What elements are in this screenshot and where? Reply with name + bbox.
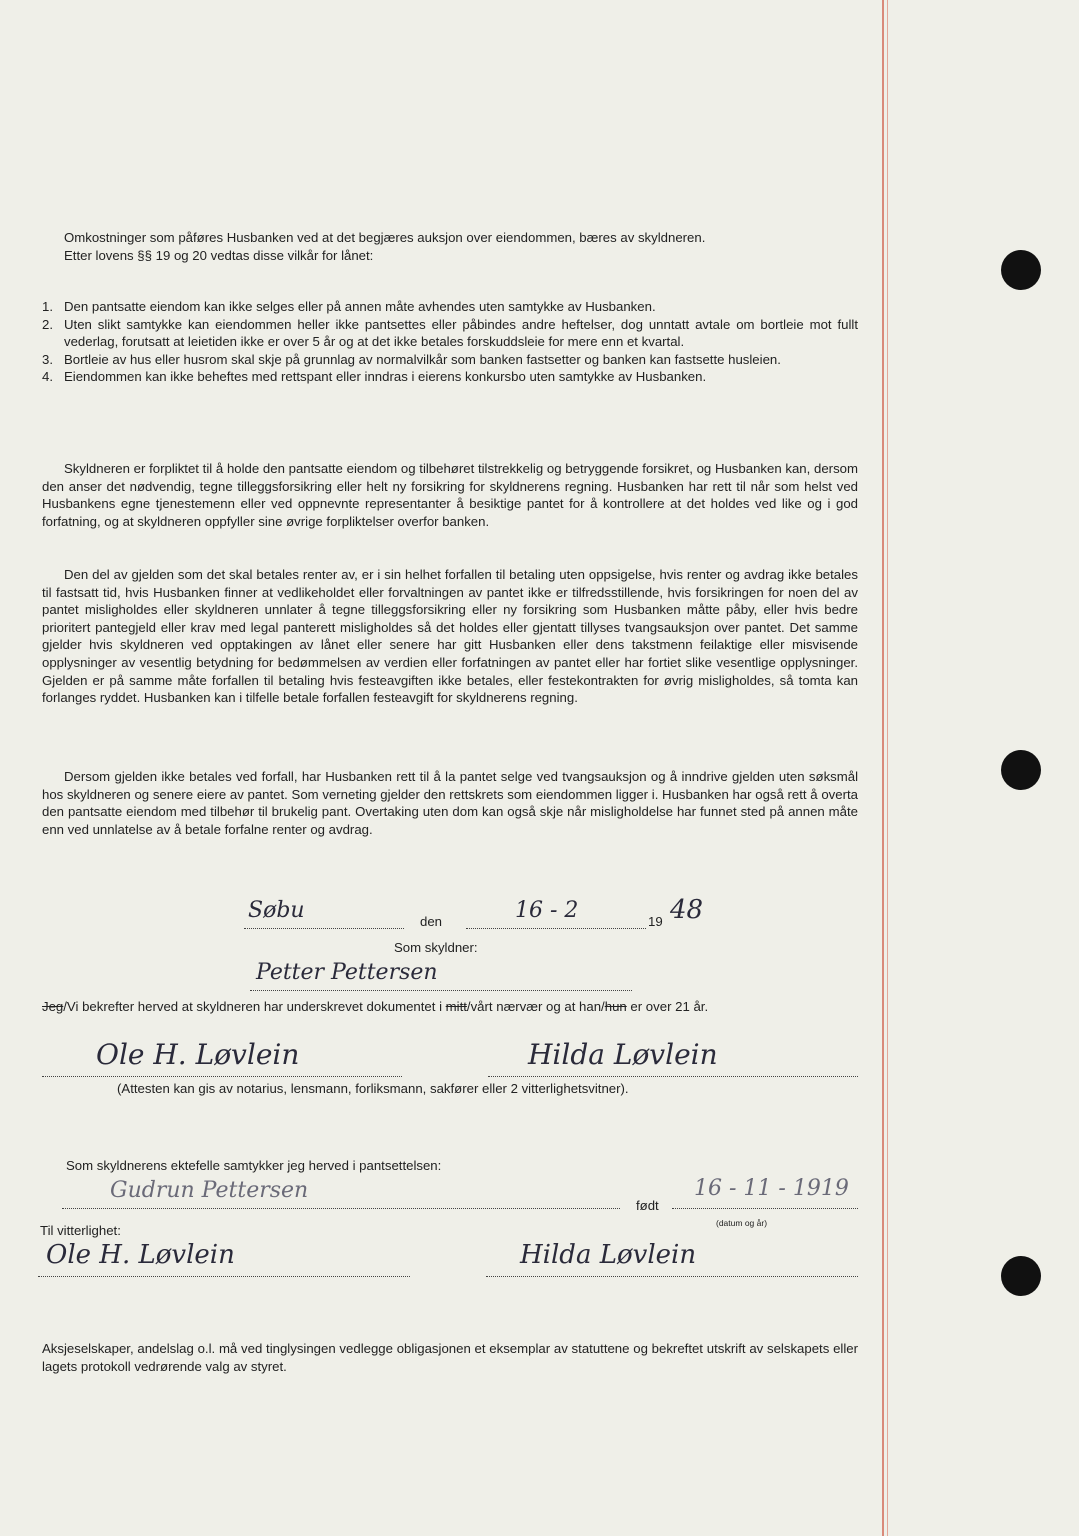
punch-hole-middle [1001,750,1041,790]
footer-note: Aksjeselskaper, andelslag o.l. må ved tinglysingen vedlegge obligasjonen et eksemplar av statuttene og bekreftet utskrift av selskapets eller lagets protokoll vedrørende valg av styret. [42,1341,858,1374]
list-item: 2. Uten slikt samtykke kan eiendommen heller ikke pantsettes eller påbindes andre heftelser, dog unntatt avtale om bortleie mot fullt vederlag, forutsatt at leietiden ikke er over 5 år og at det ikke betales forskuddsleie for mere enn et kvartal. [42,316,858,350]
footer-note-block [42,1340,858,1375]
witness-signature-2a: Ole H. Løvlein [46,1240,235,1270]
datum-note: (datum og år) [716,1218,768,1228]
attest-note: (Attesten kan gis av notarius, lensmann, forliksmann, sakfører eller 2 vitterlighetsvitner). [117,1081,629,1096]
fodt-handwritten: 16 - 11 - 1919 [694,1176,849,1201]
skyldner-label: Som skyldner: [394,940,478,955]
mitt-struck: mitt [445,999,467,1014]
witness-signature-2b: Hilda Løvlein [520,1240,697,1270]
skyldner-signature: Petter Pettersen [256,960,438,985]
fodt-label: født [636,1198,659,1213]
conditions-list [42,298,858,386]
paragraph-intro: Omkostninger som påføres Husbanken ved at det begjæres auksjon over eiendommen, bæres av skyldneren. [64,230,706,245]
punch-hole-top [1001,250,1041,290]
paragraph-forfallen-block [42,566,858,707]
hun-struck: hun [604,999,627,1014]
year-prefix: 19 [648,914,663,929]
witness-dotted-line-1a [42,1076,402,1077]
paragraph-tvang: Dersom gjelden ikke betales ved forfall, har Husbanken rett til å la pantet selge ved tvangsauksjon og å inndrive gjelden uten søksmål hos skyldneren og senere eiere av pantet. Som verneting gjelder den rettskrets som eiendommen ligger i. Husbanken har også rett å overta den pantsatte eiendom med tilbehør til brukelig pant. Overtaking uten dom kan også skje når misligholdelse har funnet sted på annen måte enn ved unnlatelse av å betale forfalne renter og avdrag. [42,769,858,837]
skyldner-dotted-line [250,990,632,991]
paragraph-vilkar: Etter lovens §§ 19 og 20 vedtas disse vilkår for lånet: [64,247,374,263]
list-item: 4. Eiendommen kan ikke beheftes med rettspant eller inndras i eierens konkursbo uten samtykke av Husbanken. [42,369,707,385]
witness-dotted-line-2b [486,1276,858,1277]
punch-hole-bottom [1001,1256,1041,1296]
date-dotted-line [466,928,646,929]
margin-rule-secondary [887,0,888,1536]
ektefelle-label: Som skyldnerens ektefelle samtykker jeg herved i pantsettelsen: [66,1158,442,1173]
witness-dotted-line-2a [38,1276,410,1277]
date-handwritten: 16 - 2 [515,898,579,923]
list-item: 1. Den pantsatte eiendom kan ikke selges eller på annen måte avhendes uten samtykke av Husbanken. [42,299,656,314]
fodt-dotted-line [672,1208,858,1209]
witness-dotted-line-1b [488,1076,858,1077]
year-handwritten: 48 [670,895,704,925]
den-label: den [420,914,443,929]
paragraph-forfallen: Den del av gjelden som det skal betales renter av, er i sin helhet forfallen til betaling uten oppsigelse, hvis renter og avdrag ikke betales til fastsatt tid, hvis Husbanken finner at vedlikeholdet eller forvaltningen av pantet ikke er tilfredsstillende, hvis forsikringen for noen del av pantet misligholdes eller skyldneren unnlater å tegne tilleggsforsikring eller ny forsikring som Husbanken måtte påby, eller hvis bedre prioritert pantegjeld eller krav med legal panterett misligholdes så det holdes eller gjentatt tillyses tvangsauksjon over pantet. Det samme gjelder hvis skyldneren ved opptakingen av lånet eller senere har gitt Husbanken eller dens takstmenn feilaktige eller misvisende opplysninger av vesentlig betydning for bedømmelsen av verdien eller forfatningen av pantet eller har fortiet slike vesentlige opplysninger. Gjelden er på samme måte forfallen til betaling hvis festeavgiften ikke betales, eller festekontrakten for øvrig misligholdes, så tomta kan forlanges ryddet. Husbanken kan i tilfelle betale forfallen festeavgift for skyldnerens regning. [42,567,858,706]
witness-signature-1b: Hilda Løvlein [528,1038,718,1071]
vitterlighet-label: Til vitterlighet: [40,1223,121,1238]
list-item: 3. Bortleie av hus eller husrom skal skje på grunnlag av normalvilkår som banken fastsetter og banken kan fastsette husleien. [42,351,781,367]
paragraph-forsikring-block [42,460,858,530]
place-handwritten: Søbu [248,898,305,923]
ektefelle-dotted-line [62,1208,620,1209]
witness-signature-1a: Ole H. Løvlein [96,1038,300,1071]
bekrefter-block: Jeg/Vi bekrefter herved at skyldneren har underskrevet dokumentet i mitt/vårt nærvær og at han/hun er over 21 år. [42,999,709,1014]
ektefelle-signature: Gudrun Pettersen [110,1178,309,1203]
place-dotted-line [244,928,404,929]
paragraph-forsikring: Skyldneren er forpliktet til å holde den pantsatte eiendom og tilbehøret tilstrekkelig og betryggende forsikret, og Husbanken kan, dersom den anser det nødvendig, tegne tilleggsforsikring eller helt ny forsikring for skyldnerens regning. Husbanken har rett til når som helst ved Husbankens egne tjenestemenn eller ved oppnevnte representanter å besiktige pantet for å kontrollere at det holdes ved like og i god forfatning, og at skyldneren oppfyller sine øvrige forpliktelser overfor banken. [42,461,858,529]
jeg-struck: Jeg [42,999,64,1014]
paragraph-tvang-block [42,768,858,838]
intro-block [42,229,858,264]
margin-rule [882,0,884,1536]
